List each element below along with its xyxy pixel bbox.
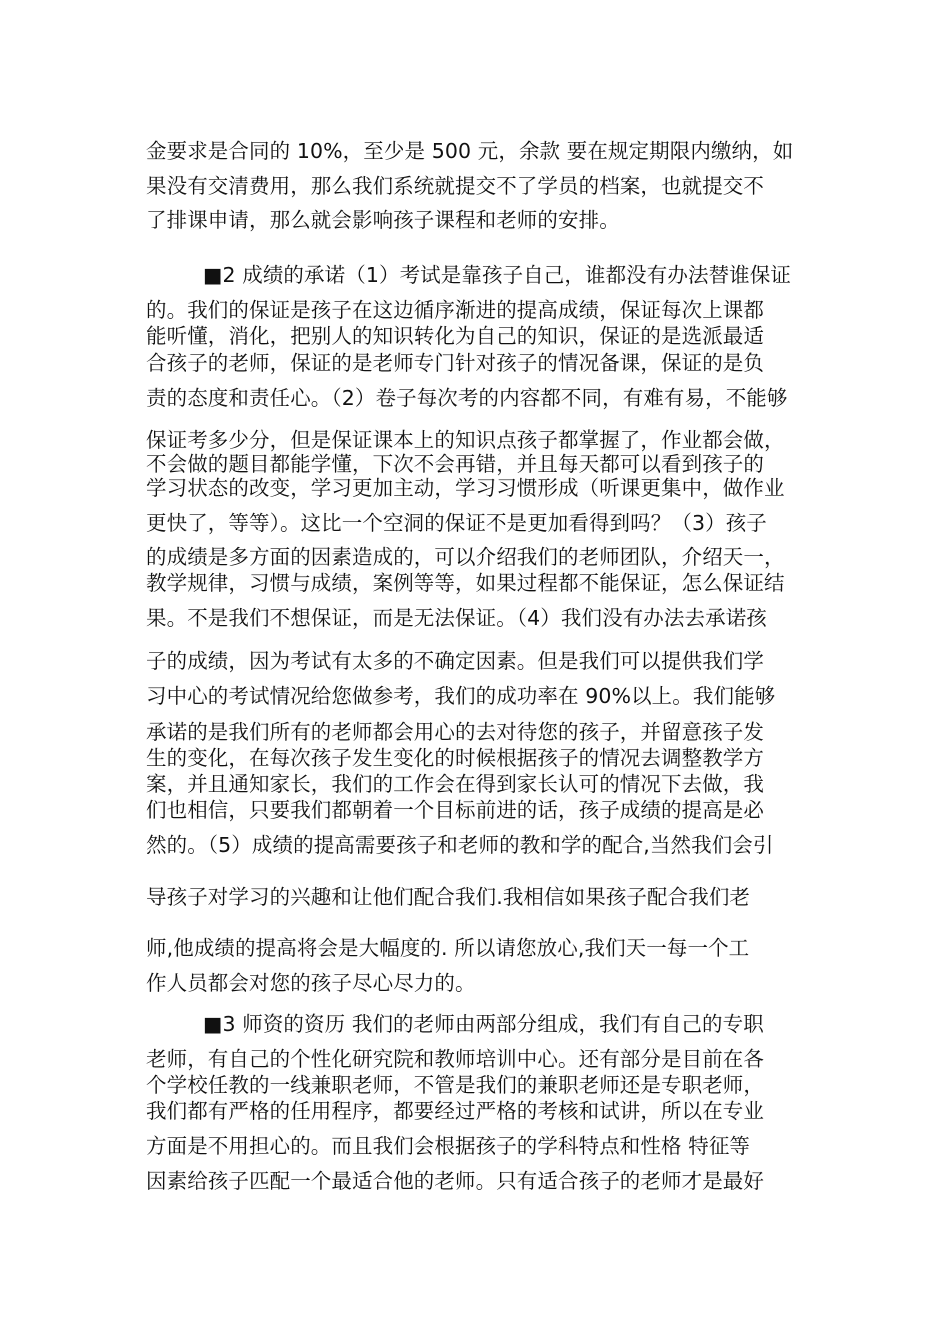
text-line: 金要求是合同的 10%，至少是 500 元，余款 要在规定期限内缴纳，如 — [146, 139, 794, 163]
text-line: 师,他成绩的提高将会是大幅度的. 所以请您放心,我们天一每一个工 — [146, 936, 750, 960]
text-line: 作人员都会对您的孩子尽心尽力的。 — [146, 971, 476, 995]
text-line: 子的成绩，因为考试有太多的不确定因素。但是我们可以提供我们学 — [146, 649, 764, 673]
text-line: 的成绩是多方面的因素造成的，可以介绍我们的老师团队，介绍天一， — [146, 545, 785, 569]
text-line: 更快了，等等）。这比一个空洞的保证不是更加看得到吗？（3）孩子 — [146, 511, 767, 535]
text-line: ■3 师资的资历 我们的老师由两部分组成，我们有自己的专职 — [203, 1012, 764, 1036]
text-line: 不会做的题目都能学懂，下次不会再错，并且每天都可以看到孩子的 — [146, 452, 764, 476]
text-line: 老师，有自己的个性化研究院和教师培训中心。还有部分是目前在各 — [146, 1047, 764, 1071]
text-line: 了排课申请，那么就会影响孩子课程和老师的安排。 — [146, 208, 620, 232]
text-line: 导孩子对学习的兴趣和让他们配合我们.我相信如果孩子配合我们老 — [146, 885, 751, 909]
text-line: 我们都有严格的任用程序，都要经过严格的考核和试讲，所以在专业 — [146, 1099, 764, 1123]
text-line: 然的。（5）成绩的提高需要孩子和老师的教和学的配合,当然我们会引 — [146, 833, 774, 857]
text-line: 个学校任教的一线兼职老师，不管是我们的兼职老师还是专职老师， — [146, 1073, 764, 1097]
text-line: 方面是不用担心的。而且我们会根据孩子的学科特点和性格 特征等 — [146, 1134, 751, 1158]
text-line: 合孩子的老师，保证的是老师专门针对孩子的情况备课，保证的是负 — [146, 351, 764, 375]
text-line: ■2 成绩的承诺（1）考试是靠孩子自己，谁都没有办法替谁保证 — [203, 263, 791, 287]
text-line: 能听懂，消化，把别人的知识转化为自己的知识，保证的是选派最适 — [146, 324, 764, 348]
text-line: 教学规律，习惯与成绩，案例等等，如果过程都不能保证，怎么保证结 — [146, 571, 785, 595]
text-line: 果没有交清费用，那么我们系统就提交不了学员的档案，也就提交不 — [146, 174, 764, 198]
text-line: 习中心的考试情况给您做参考，我们的成功率在 90%以上。我们能够 — [146, 684, 776, 708]
text-line: 案，并且通知家长，我们的工作会在得到家长认可的情况下去做，我 — [146, 772, 764, 796]
text-line: 因素给孩子匹配一个最适合他的老师。只有适合孩子的老师才是最好 — [146, 1169, 764, 1193]
text-line: 保证考多少分，但是保证课本上的知识点孩子都掌握了，作业都会做， — [146, 428, 785, 452]
text-line: 责的态度和责任心。（2）卷子每次考的内容都不同，有难有易，不能够 — [146, 386, 788, 410]
text-line: 的。我们的保证是孩子在这边循序渐进的提高成绩，保证每次上课都 — [146, 298, 764, 322]
text-line: 承诺的是我们所有的老师都会用心的去对待您的孩子，并留意孩子发 — [146, 720, 764, 744]
text-line: 学习状态的改变，学习更加主动，学习习惯形成（听课更集中，做作业 — [146, 476, 785, 500]
text-line: 们也相信，只要我们都朝着一个目标前进的话，孩子成绩的提高是必 — [146, 798, 764, 822]
text-line: 果。不是我们不想保证，而是无法保证。（4）我们没有办法去承诺孩 — [146, 606, 767, 630]
text-line: 生的变化，在每次孩子发生变化的时候根据孩子的情况去调整教学方 — [146, 746, 764, 770]
